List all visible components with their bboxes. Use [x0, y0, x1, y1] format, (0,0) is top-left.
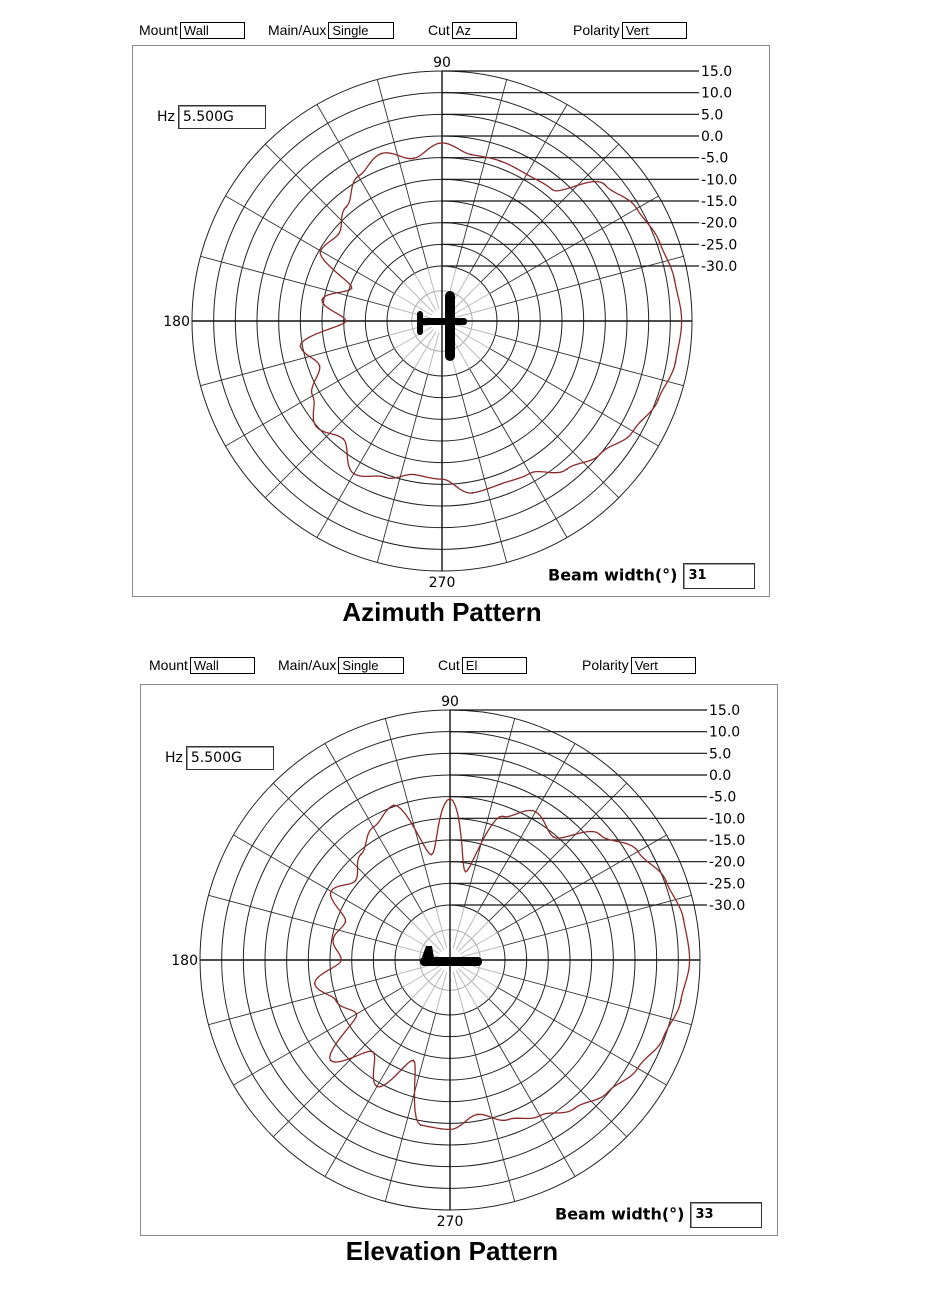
grid-spoke: [273, 999, 411, 1137]
beam-width-label: Beam width(°): [555, 1204, 685, 1224]
grid-spoke: [503, 895, 691, 945]
gain-data-point: [680, 1000, 682, 1002]
gain-data-point: [637, 851, 639, 853]
gain-data-point: [355, 880, 357, 882]
mount-label: Mount: [139, 22, 178, 38]
angle-label-180: 180: [163, 314, 190, 330]
gain-data-point: [674, 361, 676, 363]
db-tick-label: -30.0: [709, 898, 746, 914]
gain-data-point: [539, 1115, 541, 1117]
gain-data-point: [330, 890, 332, 892]
db-tick-label: -10.0: [701, 172, 738, 189]
db-tick-label: 10.0: [701, 85, 733, 102]
frequency-control[interactable]: [165, 746, 274, 770]
beam-width-control[interactable]: [548, 563, 755, 589]
grid-spoke: [317, 104, 415, 273]
beam-width-field[interactable]: 33: [690, 1202, 762, 1228]
grid-spoke: [456, 80, 506, 268]
gain-data-point: [507, 1119, 509, 1121]
grid-spoke: [489, 783, 627, 921]
main-aux-control[interactable]: [268, 22, 394, 39]
gain-data-point: [360, 853, 362, 855]
gain-data-point: [299, 345, 301, 347]
db-tick-label: -20.0: [709, 854, 746, 871]
db-tick-label: 0.0: [709, 768, 732, 784]
gain-data-point: [336, 1000, 338, 1002]
polarity-label: Polarity: [573, 22, 620, 38]
cut-control[interactable]: [428, 22, 517, 39]
gain-data-point: [342, 438, 344, 440]
mount-field[interactable]: Wall: [180, 22, 245, 39]
grid-spoke: [265, 144, 403, 282]
grid-spoke: [201, 256, 389, 306]
gain-data-point: [551, 189, 553, 191]
grid-spoke: [456, 374, 506, 562]
gain-series-line: [315, 799, 690, 1130]
gain-data-point: [566, 468, 568, 470]
azimuth-chart-title: Azimuth Pattern: [342, 597, 542, 627]
gain-data-point: [682, 918, 684, 920]
grid-spoke: [481, 360, 619, 498]
gain-data-point: [465, 871, 467, 873]
gain-data-point: [384, 476, 386, 478]
gain-data-point: [314, 983, 316, 985]
gain-data-point: [351, 287, 353, 289]
gain-data-point: [330, 1059, 332, 1061]
gain-data-point: [344, 921, 346, 923]
db-tick-label: -25.0: [709, 876, 746, 893]
gain-data-point: [449, 798, 451, 800]
grid-spoke-inner: [450, 329, 480, 359]
grid-spoke-inner: [389, 307, 431, 318]
grid-spoke: [377, 80, 427, 268]
polarity-control[interactable]: [582, 657, 696, 674]
grid-spoke-inner: [389, 324, 431, 335]
grid-spoke-inner: [436, 972, 447, 1014]
db-tick-label: 15.0: [709, 703, 741, 719]
grid-spoke-inner: [403, 282, 433, 312]
gain-data-point: [574, 1107, 576, 1109]
grid-spoke: [273, 783, 411, 921]
gain-data-point: [552, 836, 554, 838]
gain-data-point: [340, 959, 342, 961]
angle-label-180: 180: [171, 953, 198, 969]
gain-data-point: [689, 959, 691, 961]
gain-data-point: [441, 142, 443, 144]
gain-data-point: [674, 279, 676, 281]
grid-spoke: [498, 988, 667, 1086]
frequency-field[interactable]: 5.500G: [178, 105, 266, 129]
mount-control[interactable]: [139, 22, 245, 39]
grid-spoke: [495, 335, 683, 385]
gain-data-point: [501, 815, 503, 817]
main-aux-field[interactable]: Single: [328, 22, 394, 39]
gain-data-point: [357, 175, 359, 177]
grid-spoke-inner: [458, 968, 488, 998]
gain-data-point: [500, 483, 502, 485]
grid-spoke: [481, 144, 619, 282]
gain-data-point: [665, 880, 667, 882]
gain-data-point: [345, 206, 347, 208]
main-aux-control[interactable]: [278, 657, 404, 674]
frequency-label: Hz: [157, 109, 175, 125]
grid-spoke-inner: [453, 907, 464, 949]
db-tick-label: -20.0: [701, 215, 738, 232]
gain-data-point: [662, 1037, 664, 1039]
gain-data-point: [320, 250, 322, 252]
gain-data-point: [529, 472, 531, 474]
db-tick-label: -15.0: [709, 833, 746, 849]
beam-width-control[interactable]: [555, 1202, 762, 1228]
gain-data-point: [380, 153, 382, 155]
grid-spoke-inner: [450, 282, 480, 312]
main-aux-label: Main/Aux: [278, 657, 337, 673]
gain-data-point: [356, 1013, 358, 1015]
grid-spoke: [209, 895, 397, 945]
gain-data-point: [372, 826, 374, 828]
db-tick-label: -30.0: [701, 259, 738, 275]
grid-spoke: [201, 335, 389, 385]
gain-data-point: [449, 1129, 451, 1131]
grid-spoke: [233, 988, 402, 1086]
grid-spoke: [317, 369, 415, 538]
gain-data-point: [659, 241, 661, 243]
grid-spoke-inner: [453, 972, 464, 1014]
grid-spoke: [495, 256, 683, 306]
main-aux-label: Main/Aux: [268, 22, 327, 38]
grid-spoke: [464, 719, 514, 907]
gain-data-point: [636, 208, 638, 210]
db-tick-label: 5.0: [709, 746, 732, 763]
grid-spoke: [233, 835, 402, 933]
grid-spoke-inner: [411, 968, 441, 998]
grid-spoke-inner: [462, 946, 504, 957]
gain-series-line: [300, 143, 681, 493]
grid-spoke: [385, 1013, 435, 1201]
elevation-chart-title: Elevation Pattern: [345, 1236, 559, 1266]
gain-data-point: [376, 1086, 378, 1088]
grid-spoke-inner: [454, 324, 496, 335]
cut-label: Cut: [428, 22, 450, 38]
gain-data-point: [637, 1067, 639, 1069]
gain-data-point: [353, 473, 355, 475]
grid-spoke: [385, 719, 435, 907]
gain-data-point: [315, 426, 317, 428]
angle-label-270: 270: [428, 575, 456, 591]
angle-label-270: 270: [436, 1214, 464, 1230]
gain-data-point: [338, 233, 340, 235]
main-aux-field[interactable]: Single: [338, 657, 404, 674]
db-tick-label: -10.0: [709, 811, 746, 828]
gain-data-point: [604, 184, 606, 186]
grid-spoke: [377, 374, 427, 562]
db-tick-label: 5.0: [701, 107, 724, 124]
gain-data-point: [632, 430, 634, 432]
mount-label: Mount: [149, 657, 188, 673]
db-tick-label: 15.0: [701, 64, 733, 80]
gain-data-point: [657, 399, 659, 401]
grid-spoke-inner: [458, 921, 488, 951]
gain-data-point: [420, 1124, 422, 1126]
gain-data-point: [413, 1060, 415, 1062]
mount-field[interactable]: Wall: [190, 657, 255, 674]
grid-spoke: [503, 974, 691, 1024]
gain-data-point: [681, 320, 683, 322]
db-tick-label: -25.0: [701, 237, 738, 254]
angle-label-90: 90: [441, 694, 459, 710]
gain-data-point: [412, 158, 414, 160]
grid-spoke: [478, 1008, 576, 1177]
frequency-field[interactable]: 5.500G: [186, 746, 274, 770]
db-tick-label: -5.0: [709, 789, 737, 806]
polarity-field[interactable]: Vert: [631, 657, 696, 674]
grid-spoke-inner: [436, 907, 447, 949]
gain-data-point: [499, 160, 501, 162]
db-tick-label: 10.0: [709, 724, 741, 741]
gain-data-point: [345, 320, 347, 322]
mount-control[interactable]: [149, 657, 255, 674]
aircraft-icon: [420, 946, 482, 966]
frequency-control[interactable]: [157, 105, 266, 129]
gain-data-point: [535, 811, 537, 813]
gain-data-point: [312, 395, 314, 397]
grid-spoke-inner: [428, 333, 439, 375]
gain-data-point: [470, 154, 472, 156]
gain-data-point: [393, 804, 395, 806]
grid-spoke: [470, 369, 568, 538]
cut-control[interactable]: [438, 657, 527, 674]
gain-data-point: [599, 453, 601, 455]
gain-data-point: [372, 1051, 374, 1053]
angle-label-90: 90: [433, 55, 451, 71]
grid-spoke-inner: [454, 307, 496, 318]
grid-spoke: [209, 974, 397, 1024]
cut-label: Cut: [438, 657, 460, 673]
db-tick-label: -5.0: [701, 150, 729, 167]
gain-data-point: [471, 492, 473, 494]
cut-field[interactable]: Az: [452, 22, 517, 39]
polarity-control[interactable]: [573, 22, 687, 39]
cut-field[interactable]: El: [462, 657, 527, 674]
grid-spoke: [225, 349, 394, 447]
db-tick-label: 0.0: [701, 129, 724, 145]
gain-data-point: [414, 474, 416, 476]
gain-data-point: [441, 478, 443, 480]
gain-data-point: [607, 1091, 609, 1093]
beam-width-label: Beam width(°): [548, 565, 678, 585]
grid-spoke: [478, 743, 576, 912]
grid-spoke: [225, 196, 394, 294]
grid-spoke: [464, 1013, 514, 1201]
frequency-label: Hz: [165, 750, 183, 766]
gain-data-point: [319, 365, 321, 367]
gain-data-point: [476, 1114, 478, 1116]
db-tick-label: -15.0: [701, 194, 738, 210]
gain-data-point: [526, 173, 528, 175]
grid-spoke: [489, 999, 627, 1137]
gain-data-point: [599, 833, 601, 835]
gain-data-point: [431, 854, 433, 856]
polarity-field[interactable]: Vert: [622, 22, 687, 39]
beam-width-field[interactable]: 31: [683, 563, 755, 589]
grid-spoke: [325, 1008, 423, 1177]
grid-spoke-inner: [428, 268, 439, 310]
gain-data-point: [321, 299, 323, 301]
polarity-label: Polarity: [582, 657, 629, 673]
gain-data-point: [332, 938, 334, 940]
